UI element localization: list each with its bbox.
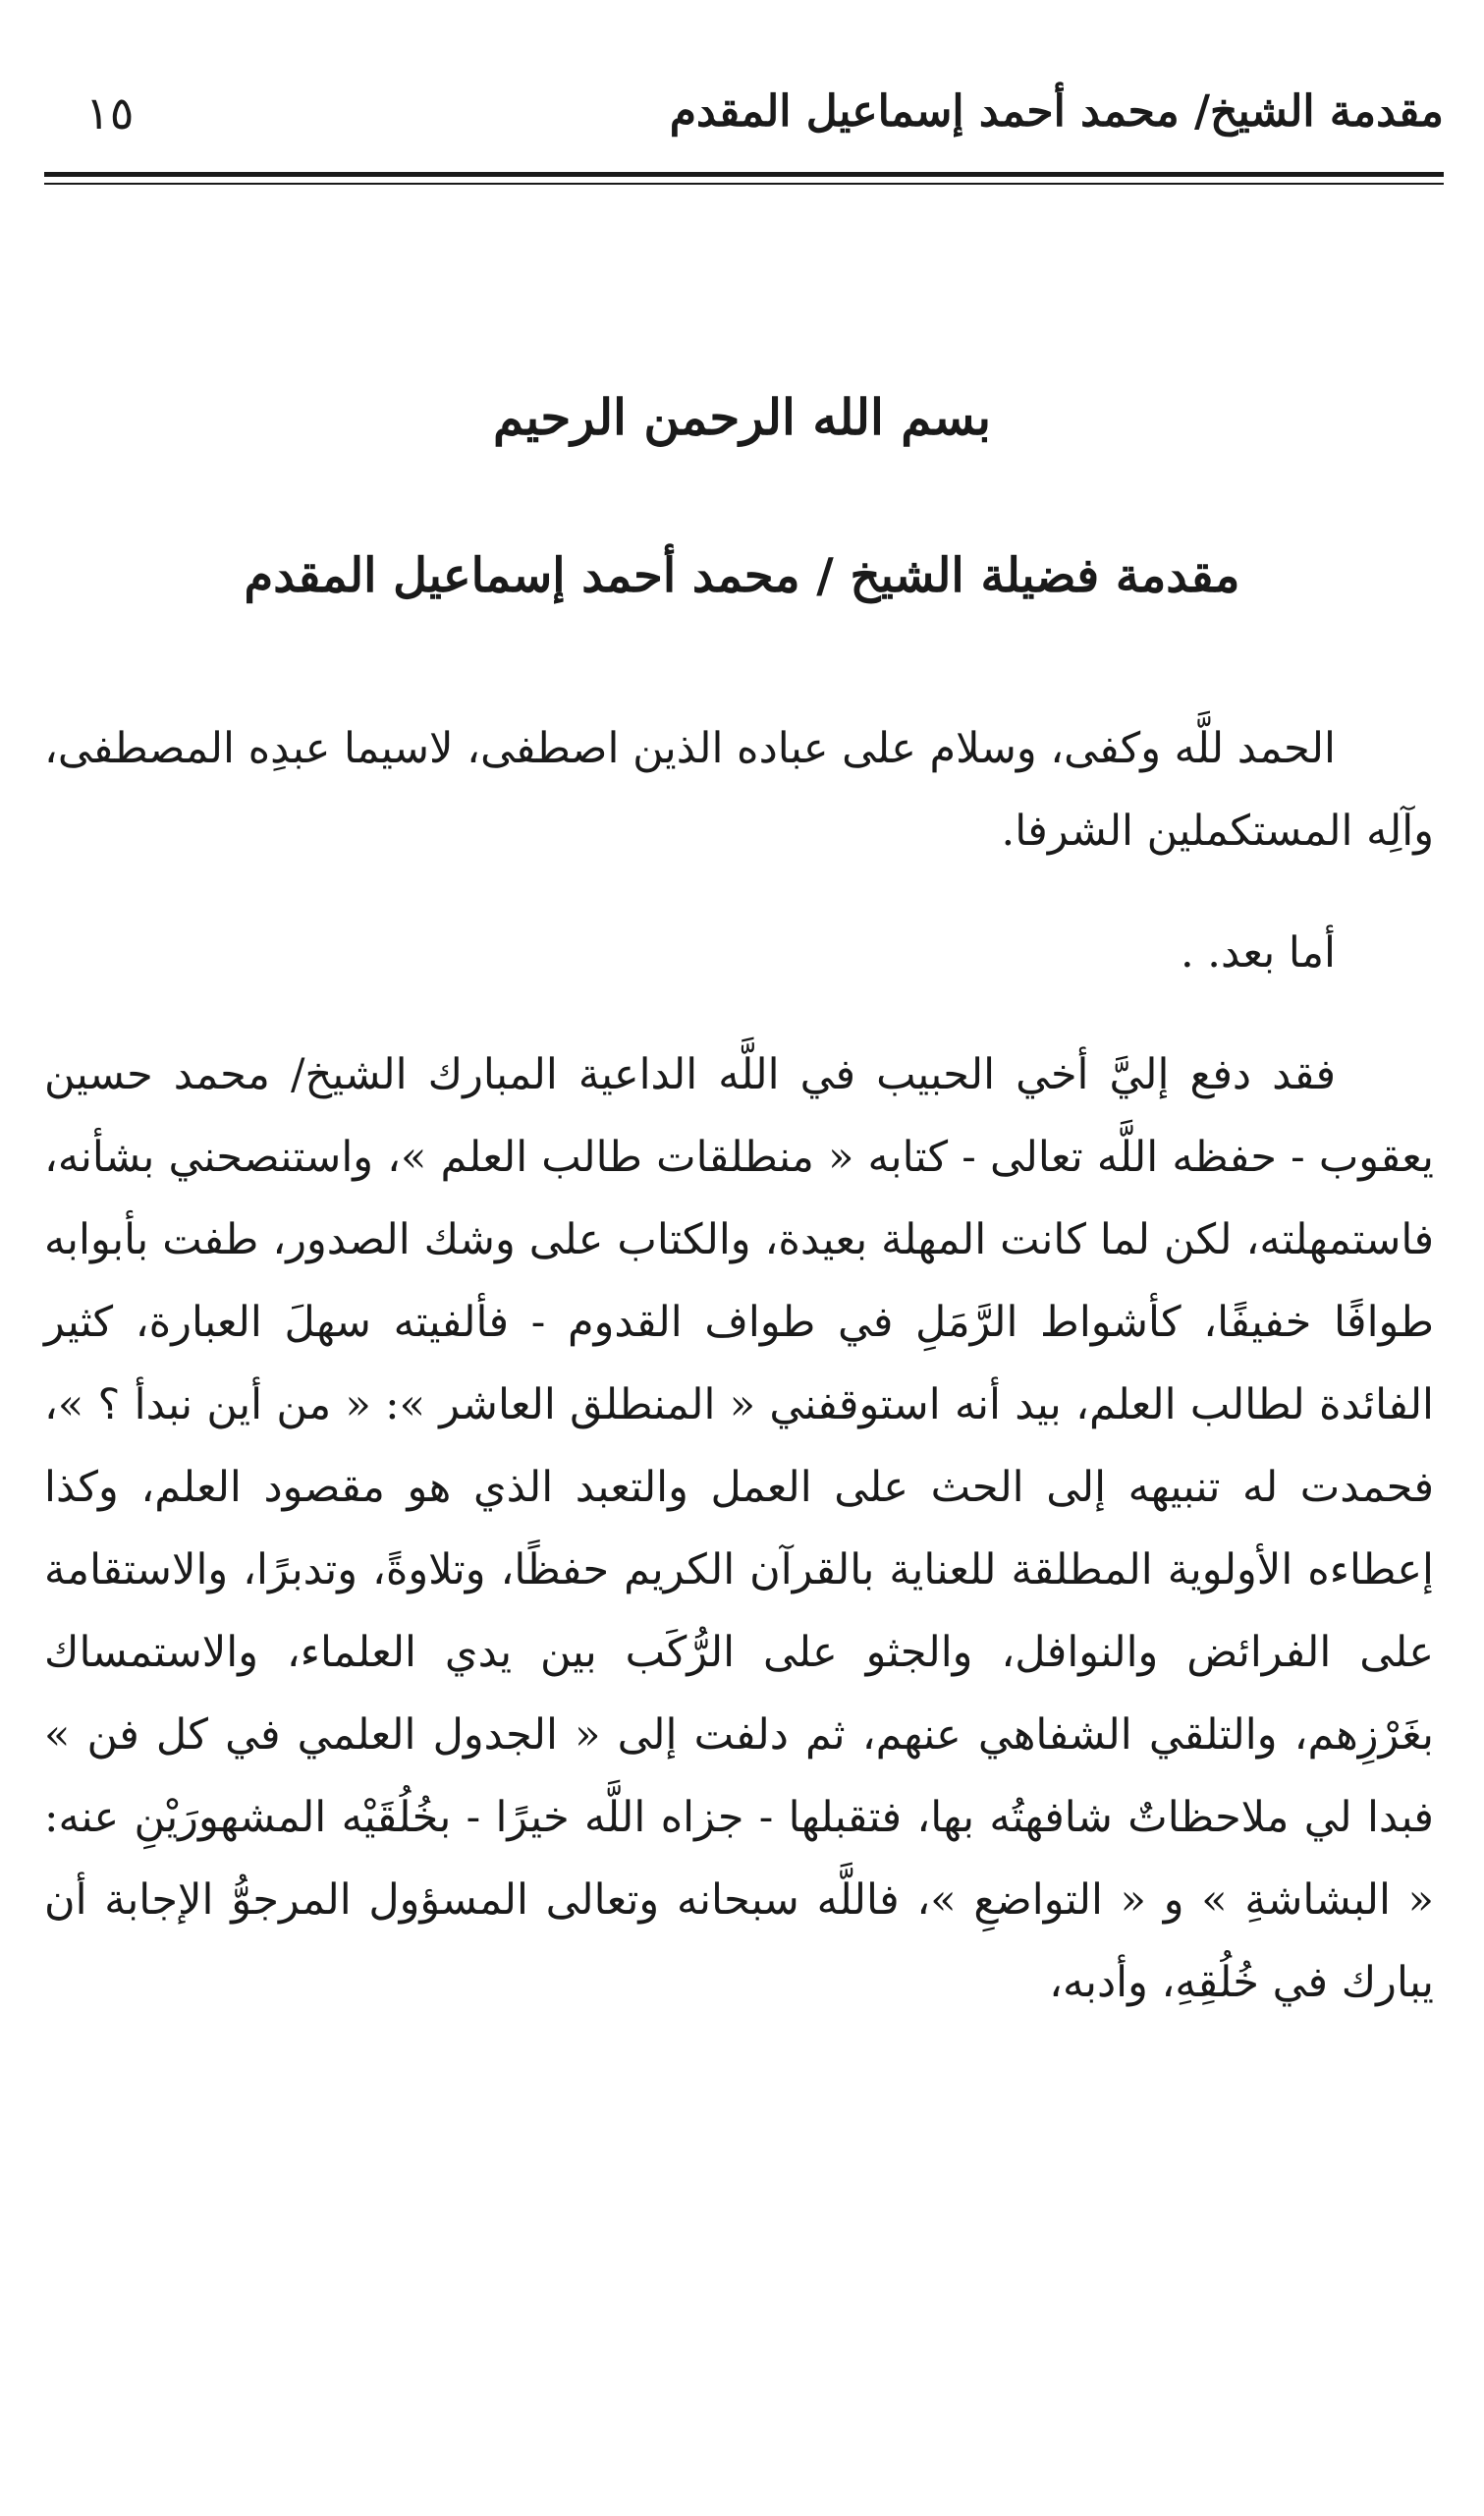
header-rule-thin [44,183,1444,185]
body-text [44,707,1434,2024]
basmala: بسم الله الرحمن الرحيم [492,388,992,446]
paragraph-amma-baad: أما بعد. . [1180,928,1336,978]
header-rule-thick [44,172,1444,177]
paragraph-opening: الحمد للَّه وكفى، وسلام على عباده الذين اصطفى، لاسيما عبدِه المصطفى، وآلِه المستكملين الشرفا. [44,724,1434,856]
section-heading: مقدمة فضيلة الشيخ / محمد أحمد إسماعيل المقدم [244,548,1240,603]
running-title: مقدمة الشيخ/ محمد أحمد إسماعيل المقدم [669,86,1444,137]
page-number: ١٥ [85,86,135,140]
paragraph-main: فقد دفع إليَّ أخي الحبيب في اللَّه الداعية المبارك الشيخ/ محمد حسين يعقوب - حفظه اللَّه تعالى - كتابه « منطلقات طالب العلم »، واستنصحني بشأنه، فاستمهلته، لكن لما كانت المهلة بعيدة، والكتاب على وشك الصدور، طفت بأبوابه طوافًا خفيفًا، كأشواط الرَّمَلِ في طواف القدوم - فألفيته سهلَ العبارة، كثير الفائدة لطالب العلم، بيد أنه استوقفني « المنطلق العاشر »: « من أين نبدأ ؟ »، فحمدت له تنبيهه إلى الحث على العمل والتعبد الذي هو مقصود العلم، وكذا إعطاءه الأولوية المطلقة للعناية بالقرآن الكريم حفظًا، وتلاوةً، وتدبرًا، والاستقامة على الفرائض والنوافل، والجثو على الرُّكَب بين يدي العلماء، والاستمساك بغَرْزِهم، والتلقي الشفاهي عنهم، ثم دلفت إلى « الجدول العلمي في كل فن » فبدا لي ملاحظاتٌ شافهتُه بها، فتقبلها - جزاه اللَّه خيرًا - بخُلُقَيْه المشهورَيْنِ عنه: « البشاشةِ » و « التواضعِ »، فاللَّه سبحانه وتعالى المسؤول المرجوُّ الإجابة أن يبارك في خُلُقِهِ، وأدبه، [44,1050,1434,2007]
page-header [44,71,1444,159]
